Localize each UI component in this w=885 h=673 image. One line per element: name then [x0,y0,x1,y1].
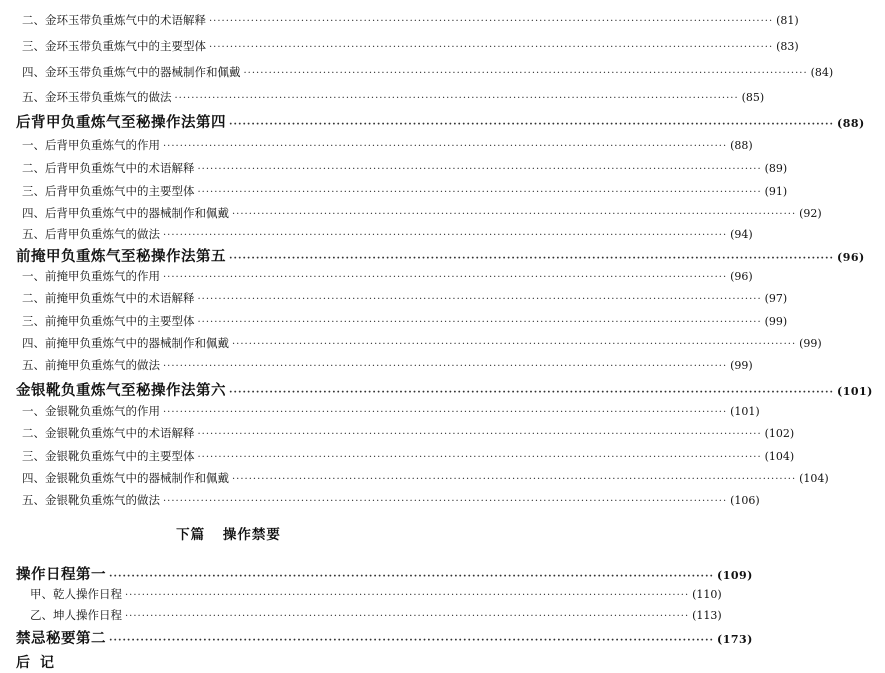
dot-leader [163,361,727,372]
toc-entry [0,183,788,199]
entry-title: 二、金银靴负重炼气中的术语解释 [22,426,195,440]
toc-entry [0,425,795,441]
entry-title: 甲、乾人操作日程 [30,587,122,601]
toc-entry [0,64,834,80]
entry-title: 五、前掩甲负重炼气的做法 [22,358,160,372]
dot-leader [198,452,762,463]
dot-leader [209,42,773,53]
entry-page: (84) [810,66,834,79]
dot-leader [163,407,727,418]
part-name: 操作禁要 [222,527,281,543]
entry-page: (104) [764,450,795,463]
entry-title: 一、金银靴负重炼气的作用 [22,404,160,418]
toc-entry [0,160,788,176]
dot-leader [198,317,762,328]
entry-page: (89) [764,162,788,175]
entry-page: (110) [692,588,722,601]
entry-page: (104) [799,472,829,485]
entry-title: 四、前掩甲负重炼气中的器械制作和佩戴 [22,336,229,350]
entry-title: 五、金银靴负重炼气的做法 [22,493,160,507]
entry-title: 四、金银靴负重炼气中的器械制作和佩戴 [22,471,229,485]
toc-entry [0,205,822,221]
dot-leader [209,16,773,27]
entry-title: 五、金环玉带负重炼气的做法 [22,90,172,104]
dot-leader [232,209,796,220]
entry-title: 四、后背甲负重炼气中的器械制作和佩戴 [22,206,229,220]
toc-entry [0,448,795,464]
entry-title: 二、后背甲负重炼气中的术语解释 [22,161,195,175]
toc-entry [0,12,799,28]
toc-entry [0,268,753,284]
section-title: 后背甲负重炼气至秘操作法第四 [16,114,226,131]
entry-page: (94) [730,228,753,241]
dot-leader [163,141,727,152]
toc-entry [0,137,753,153]
dot-leader [109,571,714,582]
dot-leader [198,187,762,198]
dot-leader [163,230,727,241]
entry-page: (91) [764,185,788,198]
dot-leader [229,387,834,398]
dot-leader [232,474,796,485]
entry-page: (81) [776,14,799,27]
dot-leader [232,339,796,350]
dot-leader [229,119,834,130]
part-label: 下篇 [176,527,206,543]
part-heading [0,523,457,543]
toc-entry [0,492,760,508]
section-page: (109) [717,569,753,582]
section-title: 前掩甲负重炼气至秘操作法第五 [16,248,226,265]
section-page: (96) [837,251,865,264]
entry-title: 一、后背甲负重炼气的作用 [22,138,160,152]
dot-leader [109,635,714,646]
toc-entry [0,357,753,373]
entry-page: (101) [730,405,760,418]
entry-title: 二、前掩甲负重炼气中的术语解释 [22,291,195,305]
entry-page: (113) [692,609,722,622]
toc-entry [0,403,760,419]
toc-section-heading [0,563,753,584]
toc-entry [0,89,765,105]
dot-leader [198,294,762,305]
toc-entry [0,470,829,486]
entry-page: (99) [799,337,822,350]
dot-leader [198,429,762,440]
entry-page: (106) [730,494,760,507]
entry-title: 二、金环玉带负重炼气中的术语解释 [22,13,206,27]
section-page: (88) [837,117,865,130]
entry-page: (99) [730,359,753,372]
dot-leader [244,68,808,79]
entry-page: (102) [764,427,795,440]
dot-leader [125,590,689,601]
section-title: 金银靴负重炼气至秘操作法第六 [16,382,226,399]
dot-leader [175,93,739,104]
toc-entry [0,607,722,623]
afterword-heading: 后记 [16,655,64,671]
entry-page: (83) [776,40,799,53]
toc-section-heading [0,379,873,400]
dot-leader [198,164,762,175]
toc-entry [0,38,799,54]
toc-entry [0,335,822,351]
dot-leader [163,272,727,283]
section-page: (173) [717,633,753,646]
entry-page: (85) [741,91,765,104]
entry-title: 三、前掩甲负重炼气中的主要型体 [22,314,195,328]
toc-entry [0,290,788,306]
dot-leader [229,253,834,264]
entry-page: (96) [730,270,753,283]
entry-title: 三、后背甲负重炼气中的主要型体 [22,184,195,198]
toc-entry [0,586,722,602]
entry-title: 三、金银靴负重炼气中的主要型体 [22,449,195,463]
entry-title: 乙、坤人操作日程 [30,608,122,622]
dot-leader [163,496,727,507]
entry-page: (92) [799,207,822,220]
toc-entry [0,226,753,242]
toc-section-heading [0,245,865,266]
section-page: (101) [837,385,873,398]
entry-page: (97) [764,292,788,305]
entry-title: 四、金环玉带负重炼气中的器械制作和佩戴 [22,65,241,79]
section-title: 操作日程第一 [16,566,106,583]
section-title: 禁忌秘要第二 [16,630,106,647]
entry-title: 五、后背甲负重炼气的做法 [22,227,160,241]
toc-entry [0,313,788,329]
entry-title: 一、前掩甲负重炼气的作用 [22,269,160,283]
dot-leader [125,611,689,622]
entry-page: (88) [730,139,753,152]
entry-title: 三、金环玉带负重炼气中的主要型体 [22,39,206,53]
toc-section-heading [0,111,865,132]
toc-section-heading [0,627,753,648]
entry-page: (99) [764,315,788,328]
